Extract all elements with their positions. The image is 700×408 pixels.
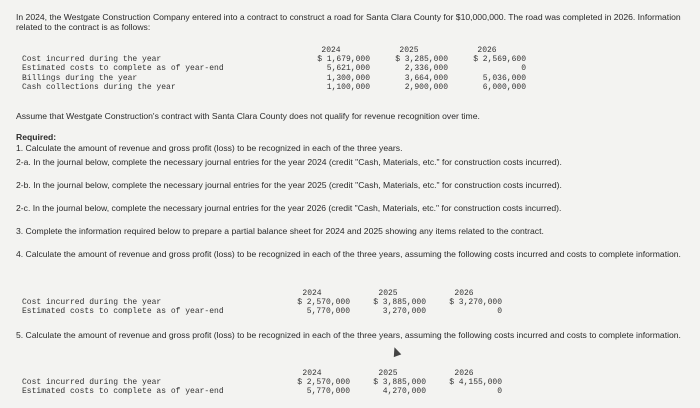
requirement-2c: 2-c. In the journal below, complete the necessary journal entries for the year 2026 (credit "Cash, Materials, etc." for construction costs incurred). [16, 203, 562, 213]
cell-value: $ 2,570,000 [297, 298, 350, 308]
cell-value: 0 [521, 64, 526, 74]
year-header: 2024 [321, 46, 341, 55]
table-header-row [22, 289, 502, 298]
cell-value: $ 1,679,000 [317, 55, 370, 65]
row-label: Estimated costs to complete as of year-end [22, 387, 224, 397]
row-label: Billings during the year [22, 73, 138, 83]
requirement-1: 1. Calculate the amount of revenue and gross profit (loss) to be recognized in each of the three years. [16, 143, 403, 153]
costs-table-scenario-4 [22, 289, 502, 317]
table-row [22, 307, 502, 316]
table-header-row [22, 46, 526, 55]
year-header: 2025 [378, 289, 398, 298]
cell-value: 3,664,000 [404, 73, 448, 83]
row-label: Cost incurred during the year [22, 55, 162, 65]
year-header: 2025 [378, 369, 398, 378]
requirement-2b: 2-b. In the journal below, complete the necessary journal entries for the year 2025 (credit "Cash, Materials, etc." for construction costs incurred). [16, 180, 562, 190]
costs-table-scenario-5 [22, 369, 502, 397]
cell-value: $ 4,155,000 [449, 378, 502, 388]
cell-value: $ 3,270,000 [449, 298, 502, 308]
cell-value: $ 2,570,000 [297, 378, 350, 388]
table-row [22, 64, 526, 73]
table-row [22, 387, 502, 396]
cell-value: 5,621,000 [326, 64, 370, 74]
mouse-cursor-icon [391, 346, 402, 357]
required-heading: Required: [16, 132, 57, 142]
cell-value: 6,000,000 [482, 82, 526, 92]
cell-value: 2,900,000 [404, 82, 448, 92]
requirement-5: 5. Calculate the amount of revenue and gross profit (loss) to be recognized in each of the three years, assuming the following costs incurred and costs to complete information. [16, 330, 681, 340]
table-row [22, 83, 526, 92]
cell-value: $ 3,885,000 [373, 378, 426, 388]
row-label: Cash collections during the year [22, 82, 176, 92]
year-header: 2026 [454, 369, 474, 378]
row-label: Estimated costs to complete as of year-end [22, 307, 224, 317]
assumption-text: Assume that Westgate Construction's contract with Santa Clara County does not qualify for revenue recognition over time. [16, 111, 480, 121]
cell-value: $ 3,885,000 [373, 298, 426, 308]
cell-value: 5,770,000 [306, 387, 350, 397]
requirement-4: 4. Calculate the amount of revenue and gross profit (loss) to be recognized in each of the three years, assuming the following costs incurred and costs to complete information. [16, 249, 681, 259]
cell-value: 5,036,000 [482, 73, 526, 83]
requirement-2a: 2-a. In the journal below, complete the necessary journal entries for the year 2024 (credit "Cash, Materials, etc." for construction costs incurred). [16, 157, 562, 167]
table-row [22, 55, 526, 64]
cell-value: 3,270,000 [382, 307, 426, 317]
cell-value: 5,770,000 [306, 307, 350, 317]
year-header: 2025 [399, 46, 419, 55]
year-header: 2026 [454, 289, 474, 298]
cell-value: 1,100,000 [326, 82, 370, 92]
table-row [22, 298, 502, 307]
intro-paragraph: In 2024, the Westgate Construction Company entered into a contract to construct a road for Santa Clara County for $10,000,000. The road was completed in 2026. Information related to the contract is as follows: [16, 12, 681, 33]
year-header: 2024 [302, 289, 322, 298]
cell-value: 0 [497, 307, 502, 317]
year-header: 2024 [302, 369, 322, 378]
requirement-3: 3. Complete the information required below to prepare a partial balance sheet for 2024 and 2025 showing any items related to the contract. [16, 226, 544, 236]
cell-value: $ 3,285,000 [395, 55, 448, 65]
contract-info-table [22, 46, 526, 92]
cell-value: 1,300,000 [326, 73, 370, 83]
cell-value: $ 2,569,600 [473, 55, 526, 65]
cell-value: 4,270,000 [382, 387, 426, 397]
row-label: Estimated costs to complete as of year-end [22, 64, 224, 74]
table-row [22, 74, 526, 83]
cell-value: 0 [497, 387, 502, 397]
cell-value: 2,336,000 [404, 64, 448, 74]
year-header: 2026 [477, 46, 497, 55]
row-label: Cost incurred during the year [22, 298, 162, 308]
table-row [22, 378, 502, 387]
table-header-row [22, 369, 502, 378]
row-label: Cost incurred during the year [22, 378, 162, 388]
